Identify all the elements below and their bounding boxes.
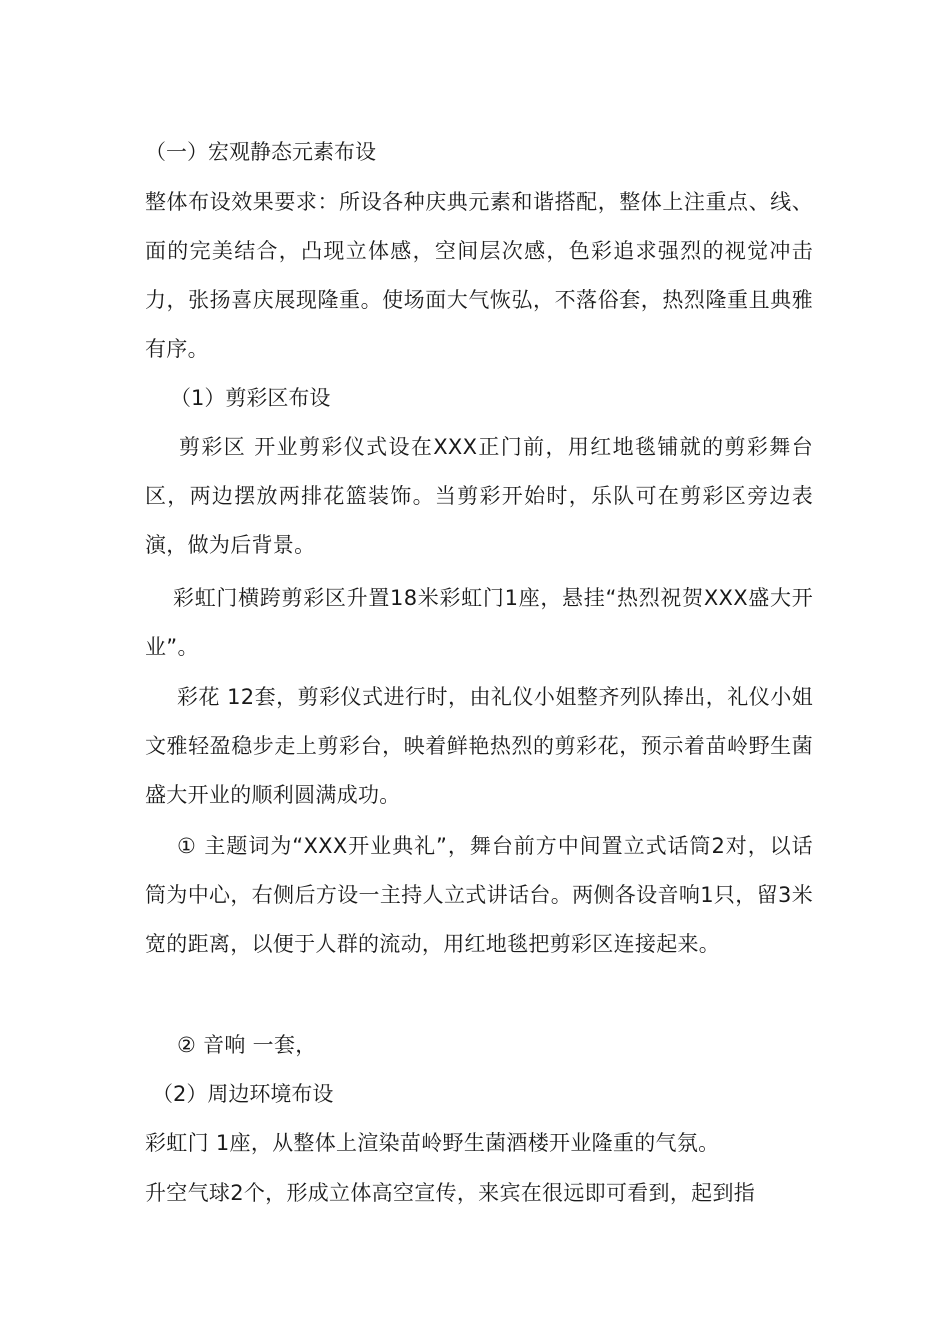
paragraph-item-1: ① 主题词为“XXX开业典礼”，舞台前方中间置立式话筒2对，以话筒为中心，右侧后方设一主持人立式讲话台。两侧各设音响1只，留3米宽的距离，以便于人群的流动，用红地毯把剪彩区连接起来。 (145, 834, 813, 956)
paragraph-balloons: 升空气球2个，形成立体高空宣传，来宾在很远即可看到，起到指 (145, 1181, 756, 1205)
paragraph-item-2: ② 音响 一套， (177, 1033, 317, 1057)
paragraph-rainbow-gate: 彩虹门横跨剪彩区升置18米彩虹门1座，悬挂“热烈祝贺XXX盛大开业”。 (145, 586, 813, 659)
subsection-heading-cut-area: （1）剪彩区布设 (170, 386, 331, 410)
section-heading-macro-static: （一）宏观静态元素布设 (145, 140, 376, 164)
paragraph-rainbow-gate-2: 彩虹门 1座，从整体上渲染苗岭野生菌酒楼开业隆重的气氛。 (145, 1131, 720, 1155)
paragraph-ribbon-flowers: 彩花 12套，剪彩仪式进行时，由礼仪小姐整齐列队捧出，礼仪小姐文雅轻盈稳步走上剪彩台，映着鲜艳热烈的剪彩花，预示着苗岭野生菌盛大开业的顺利圆满成功。 (145, 685, 813, 807)
paragraph-cut-area: 剪彩区 开业剪彩仪式设在XXX正门前，用红地毯铺就的剪彩舞台区，两边摆放两排花篮装饰。当剪彩开始时，乐队可在剪彩区旁边表演，做为后背景。 (145, 435, 813, 557)
subsection-heading-surroundings: （2）周边环境布设 (152, 1082, 334, 1106)
paragraph-overall-requirements: 整体布设效果要求：所设各种庆典元素和谐搭配，整体上注重点、线、面的完美结合，凸现立体感，空间层次感，色彩追求强烈的视觉冲击力，张扬喜庆展现隆重。使场面大气恢弘，不落俗套，热烈隆重且典雅有序。 (145, 190, 813, 361)
